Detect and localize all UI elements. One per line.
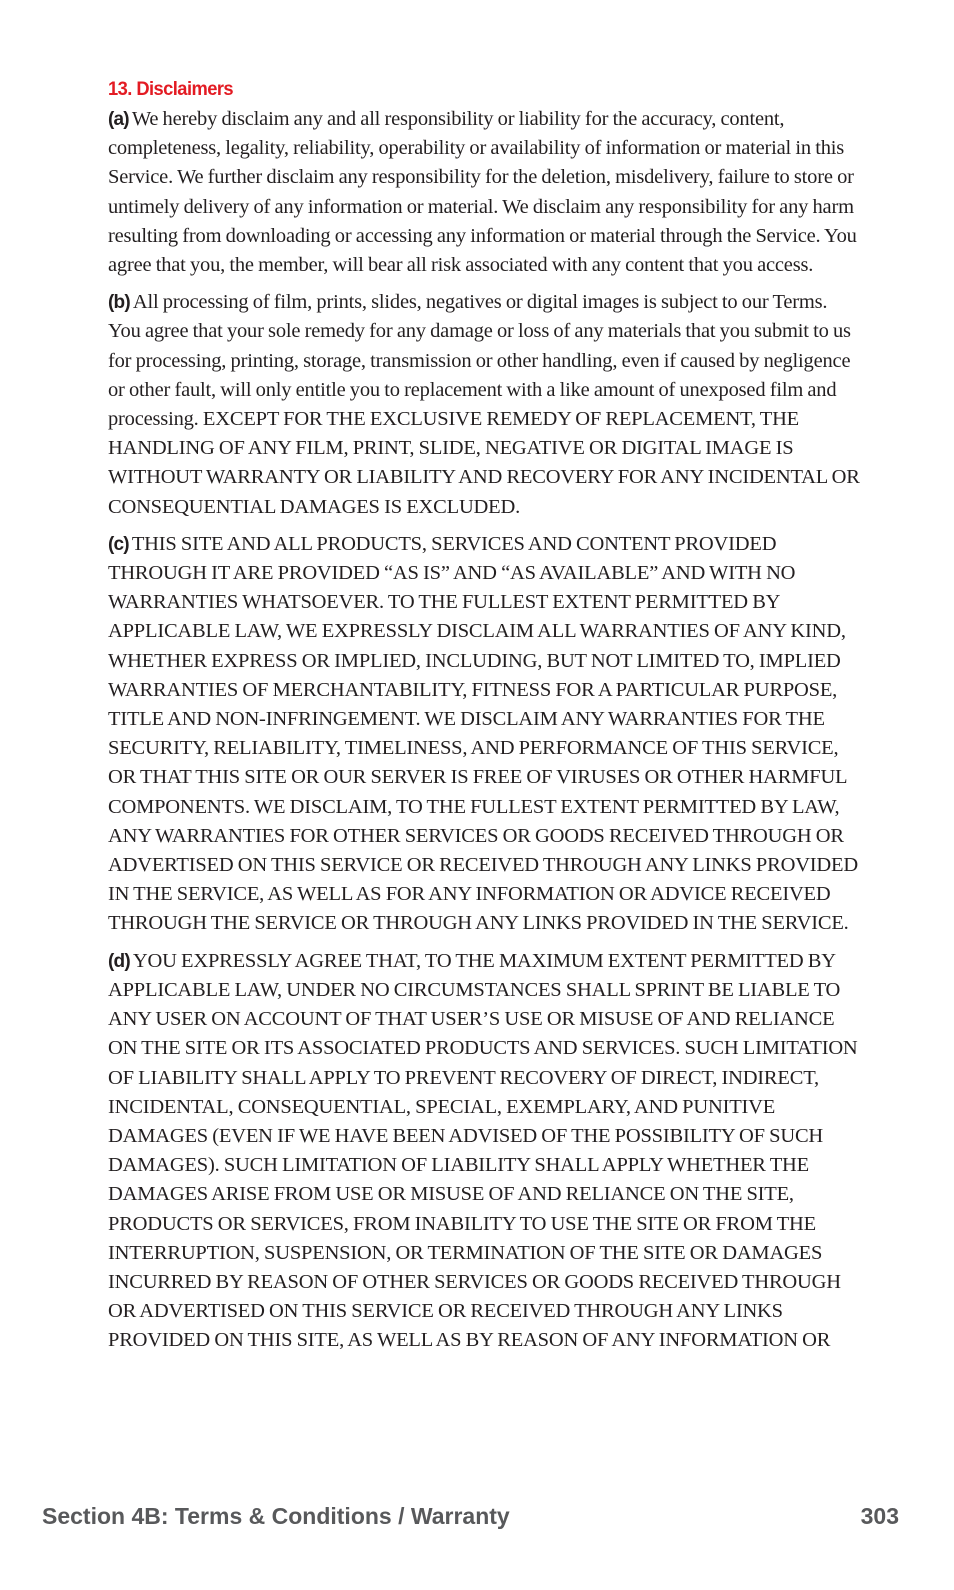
- paragraph-text: YOU EXPRESSLY AGREE THAT, TO THE MAXIMUM EXTENT PERMITTED BY APPLICABLE LAW, UNDER NO CIRCUMSTANCES SHALL SPRINT BE LIABLE TO ANY USER ON ACCOUNT OF THAT USER’S USE OR MISUSE OF AND RELIANCE ON THE SITE OR ITS ASSOCIATED PRODUCTS AND SERVICES. SUCH LIMITATION OF LIABILITY SHALL APPLY TO PREVENT RECOVERY OF DIRECT, INDIRECT, INCIDENTAL, CONSEQUENTIAL, SPECIAL, EXEMPLARY, AND PUNITIVE DAMAGES (EVEN IF WE HAVE BEEN ADVISED OF THE POSSIBILITY OF SUCH DAMAGES). SUCH LIMITATION OF LIABILITY SHALL APPLY WHETHER THE DAMAGES ARISE FROM USE OR MISUSE OF AND RELIANCE ON THE SITE, PRODUCTS OR SERVICES, FROM INABILITY TO USE THE SITE OR FROM THE INTERRUPTION, SUSPENSION, OR TERMINATION OF THE SITE OR DAMAGES INCURRED BY REASON OF OTHER SERVICES OR GOODS RECEIVED THROUGH OR ADVERTISED ON THIS SERVICE OR RECEIVED THROUGH ANY LINKS PROVIDED ON THIS SITE, AS WELL AS BY REASON OF ANY INFORMATION OR: [108, 949, 858, 1352]
- paragraph-tag: (d): [108, 950, 130, 972]
- paragraph-text: All processing of film, prints, slides, negatives or digital images is subject to our Terms. You agree that your sole remedy for any damage or loss of any materials that you submit to us for processing, printing, storage, transmission or other handling, even if caused by negligence or other fault, will only entitle you to replacement with a like amount of unexposed film and processing. EXCEPT FOR THE EXCLUSIVE REMEDY OF REPLACEMENT, THE HANDLING OF ANY FILM, PRINT, SLIDE, NEGATIVE OR DIGITAL IMAGE IS WITHOUT WARRANTY OR LIABILITY AND RECOVERY FOR ANY INCIDENTAL OR CONSEQUENTIAL DAMAGES IS EXCLUDED.: [108, 291, 860, 518]
- page-content: [108, 76, 860, 1364]
- paragraph-text: THIS SITE AND ALL PRODUCTS, SERVICES AND CONTENT PROVIDED THROUGH IT ARE PROVIDED “AS IS” AND “AS AVAILABLE” AND WITH NO WARRANTIES WHATSOEVER. TO THE FULLEST EXTENT PERMITTED BY APPLICABLE LAW, WE EXPRESSLY DISCLAIM ALL WARRANTIES OF ANY KIND, WHETHER EXPRESS OR IMPLIED, INCLUDING, BUT NOT LIMITED TO, IMPLIED WARRANTIES OF MERCHANTABILITY, FITNESS FOR A PARTICULAR PURPOSE, TITLE AND NON-INFRINGEMENT. WE DISCLAIM ANY WARRANTIES FOR THE SECURITY, RELIABILITY, TIMELINESS, AND PERFORMANCE OF THIS SERVICE, OR THAT THIS SITE OR OUR SERVER IS FREE OF VIRUSES OR OTHER HARMFUL COMPONENTS. WE DISCLAIM, TO THE FULLEST EXTENT PERMITTED BY LAW, ANY WARRANTIES FOR OTHER SERVICES OR GOODS RECEIVED THROUGH OR ADVERTISED ON THIS SERVICE OR RECEIVED THROUGH ANY LINKS PROVIDED IN THE SERVICE, AS WELL AS FOR ANY INFORMATION OR ADVICE RECEIVED THROUGH THE SERVICE OR THROUGH ANY LINKS PROVIDED IN THE SERVICE.: [108, 532, 858, 935]
- paragraph-c: [108, 530, 860, 939]
- page-footer: [42, 1503, 899, 1530]
- section-heading: 13. Disclaimers: [108, 78, 234, 100]
- paragraph-d: [108, 947, 860, 1356]
- paragraph-tag: (c): [108, 533, 129, 555]
- paragraph-a: [108, 105, 860, 280]
- page-number: 303: [860, 1503, 899, 1529]
- paragraph-text: We hereby disclaim any and all responsibility or liability for the accuracy, content, completeness, legality, reliability, operability or availability of information or material in this Service. We further disclaim any responsibility for the deletion, misdelivery, failure to store or untimely delivery of any information or material. We disclaim any responsibility for any harm resulting from downloading or accessing any information or material through the Service. You agree that you, the member, will bear all risk associated with any content that you access.: [108, 108, 857, 277]
- paragraph-tag: (a): [108, 109, 129, 130]
- footer-section-title: Section 4B: Terms & Conditions / Warranty: [42, 1503, 510, 1529]
- paragraph-tag: (b): [108, 292, 130, 314]
- paragraph-b: [108, 288, 860, 522]
